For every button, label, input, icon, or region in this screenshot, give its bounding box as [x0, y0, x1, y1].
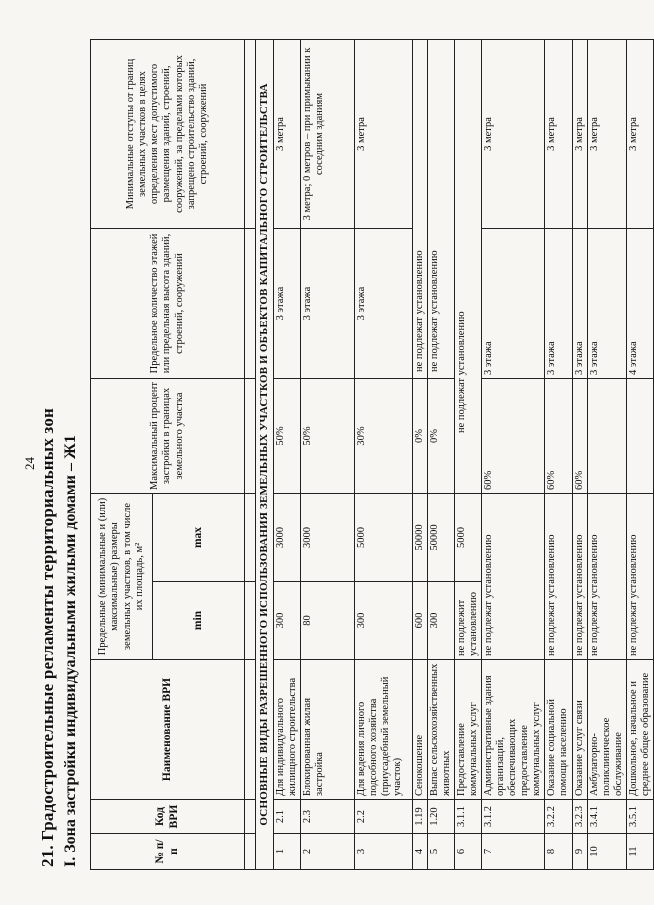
- row-code: 3.5.1: [626, 800, 653, 834]
- row-name: Сенокошение: [412, 660, 427, 800]
- row-floors-setback: не подлежат установлению: [427, 39, 454, 378]
- row-min: 300: [273, 582, 300, 660]
- row-percent: 50%: [273, 378, 300, 493]
- row-num: 5: [427, 834, 454, 870]
- row-num: 4: [412, 834, 427, 870]
- row-code: 3.2.3: [572, 800, 587, 834]
- header-code: Код ВРИ: [91, 800, 245, 834]
- table-row: [572, 39, 587, 869]
- row-max: 50000: [427, 493, 454, 581]
- row-code: 3.1.2: [482, 800, 545, 834]
- row-percent: [587, 378, 626, 493]
- table-row: [482, 39, 545, 869]
- row-floors: 3 этажа: [572, 228, 587, 378]
- table-row: [273, 39, 300, 869]
- row-percent: 30%: [354, 378, 412, 493]
- row-floors-setback: не подлежат установлению: [412, 39, 427, 378]
- row-code: 3.4.1: [587, 800, 626, 834]
- row-setback: 3 метра: [572, 39, 587, 228]
- row-code: 2.3: [300, 800, 354, 834]
- row-code: 3.2.2: [545, 800, 572, 834]
- row-num: 6: [454, 834, 481, 870]
- row-num: 11: [626, 834, 653, 870]
- row-code: 1.20: [427, 800, 454, 834]
- row-name: Выпас сельскохозяйственных животных: [427, 660, 454, 800]
- row-num: 3: [354, 834, 412, 870]
- table-row: [412, 39, 427, 869]
- table-row: [545, 39, 572, 869]
- row-num: 9: [572, 834, 587, 870]
- row-rest: не подлежат установлению: [454, 39, 481, 493]
- header-setback: Минимальные отступы от границ земельных участков в целях определения мест допустимого размещения зданий, строений, сооружений, за пределами которых запрещено строительство зданий, строений, сооружений: [91, 39, 245, 228]
- row-percent: 60%: [482, 378, 545, 493]
- row-name: Дошкольное, начальное и среднее общее образование: [626, 660, 653, 800]
- row-minmax: не подлежат установлению: [572, 493, 587, 659]
- row-max: 5000: [454, 493, 481, 581]
- row-floors: 4 этажа: [626, 228, 653, 378]
- regulations-table: [90, 39, 654, 870]
- row-setback: 3 метра: [273, 39, 300, 228]
- header-percent: Максимальный процент застройки в границах земельного участка: [91, 378, 245, 493]
- header-max: max: [153, 493, 245, 581]
- table-row: [300, 39, 354, 869]
- row-code: 2.2: [354, 800, 412, 834]
- column-index-row: [245, 39, 256, 869]
- row-percent: 60%: [572, 378, 587, 493]
- header-min: min: [153, 582, 245, 660]
- row-minmax: не подлежат установлению: [587, 493, 626, 659]
- row-num: 1: [273, 834, 300, 870]
- row-percent: 0%: [412, 378, 427, 493]
- row-setback: 3 метра: [545, 39, 572, 228]
- header-name: Наименование ВРИ: [91, 660, 245, 800]
- section-row: [256, 39, 274, 869]
- table-row: [354, 39, 412, 869]
- row-minmax: не подлежат установлению: [482, 493, 545, 659]
- header-num: № п/п: [91, 834, 245, 870]
- row-max: 5000: [354, 493, 412, 581]
- row-max: 3000: [273, 493, 300, 581]
- row-min: 300: [427, 582, 454, 660]
- row-setback: 3 метра; 0 метров – при примыкании к соседним зданиям: [300, 39, 354, 228]
- row-min: 300: [354, 582, 412, 660]
- section-row-label: ОСНОВНЫЕ ВИДЫ РАЗРЕШЕННОГО ИСПОЛЬЗОВАНИЯ ЗЕМЕЛЬНЫХ УЧАСТКОВ И ОБЪЕКТОВ КАПИТАЛЬНОГО СТРОИТЕЛЬСТВА: [256, 39, 274, 869]
- rotated-landscape-content: [20, 35, 651, 875]
- row-min: не подлежит установлению: [454, 582, 481, 660]
- table-row: [587, 39, 626, 869]
- row-name: Оказание услуг связи: [572, 660, 587, 800]
- row-percent: [626, 378, 653, 493]
- section-title: 21. Градостроительные регламенты территориальных зон: [38, 407, 57, 867]
- row-percent: 0%: [427, 378, 454, 493]
- page-number: 24: [22, 457, 37, 470]
- row-setback: 3 метра: [354, 39, 412, 228]
- row-floors: 3 этажа: [300, 228, 354, 378]
- row-floors: 3 этажа: [587, 228, 626, 378]
- row-name: Для ведения личного подсобного хозяйства (приусадебный земельный участок): [354, 660, 412, 800]
- row-min: 80: [300, 582, 354, 660]
- row-code: 1.19: [412, 800, 427, 834]
- header-size-group: Предельные (минимальные и (или) максимальные) размеры земельных участков, в том числе их площадь, м²: [91, 493, 153, 659]
- row-max: 3000: [300, 493, 354, 581]
- row-minmax: не подлежат установлению: [545, 493, 572, 659]
- row-percent: 50%: [300, 378, 354, 493]
- row-min: 600: [412, 582, 427, 660]
- row-name: Оказание социальной помощи населению: [545, 660, 572, 800]
- row-floors: 3 этажа: [273, 228, 300, 378]
- table-row: [626, 39, 653, 869]
- row-num: 8: [545, 834, 572, 870]
- row-num: 10: [587, 834, 626, 870]
- row-percent: 60%: [545, 378, 572, 493]
- row-floors: 3 этажа: [482, 228, 545, 378]
- row-code: 3.1.1: [454, 800, 481, 834]
- row-name: Для индивидуального жилищного строительства: [273, 660, 300, 800]
- row-floors: 3 этажа: [354, 228, 412, 378]
- row-code: 2.1: [273, 800, 300, 834]
- header-floors: Предельное количество этажей или предельная высота зданий, строений, сооружений: [91, 228, 245, 378]
- row-num: 7: [482, 834, 545, 870]
- table-row: [427, 39, 454, 869]
- row-minmax: не подлежат установлению: [626, 493, 653, 659]
- row-name: Предоставление коммунальных услуг: [454, 660, 481, 800]
- row-setback: 3 метра: [626, 39, 653, 228]
- row-setback: 3 метра: [482, 39, 545, 228]
- zone-title: I. Зона застройки индивидуальными жилыми домами – Ж1: [62, 435, 79, 867]
- row-name: Амбулаторно-поликлиническое обслуживание: [587, 660, 626, 800]
- table-row: [454, 39, 481, 869]
- row-floors: 3 этажа: [545, 228, 572, 378]
- row-name: Административные здания организаций, обеспечивающих предоставление коммунальных услуг: [482, 660, 545, 800]
- row-max: 50000: [412, 493, 427, 581]
- row-num: 2: [300, 834, 354, 870]
- row-setback: 3 метра: [587, 39, 626, 228]
- row-name: Блокированная жилая застройка: [300, 660, 354, 800]
